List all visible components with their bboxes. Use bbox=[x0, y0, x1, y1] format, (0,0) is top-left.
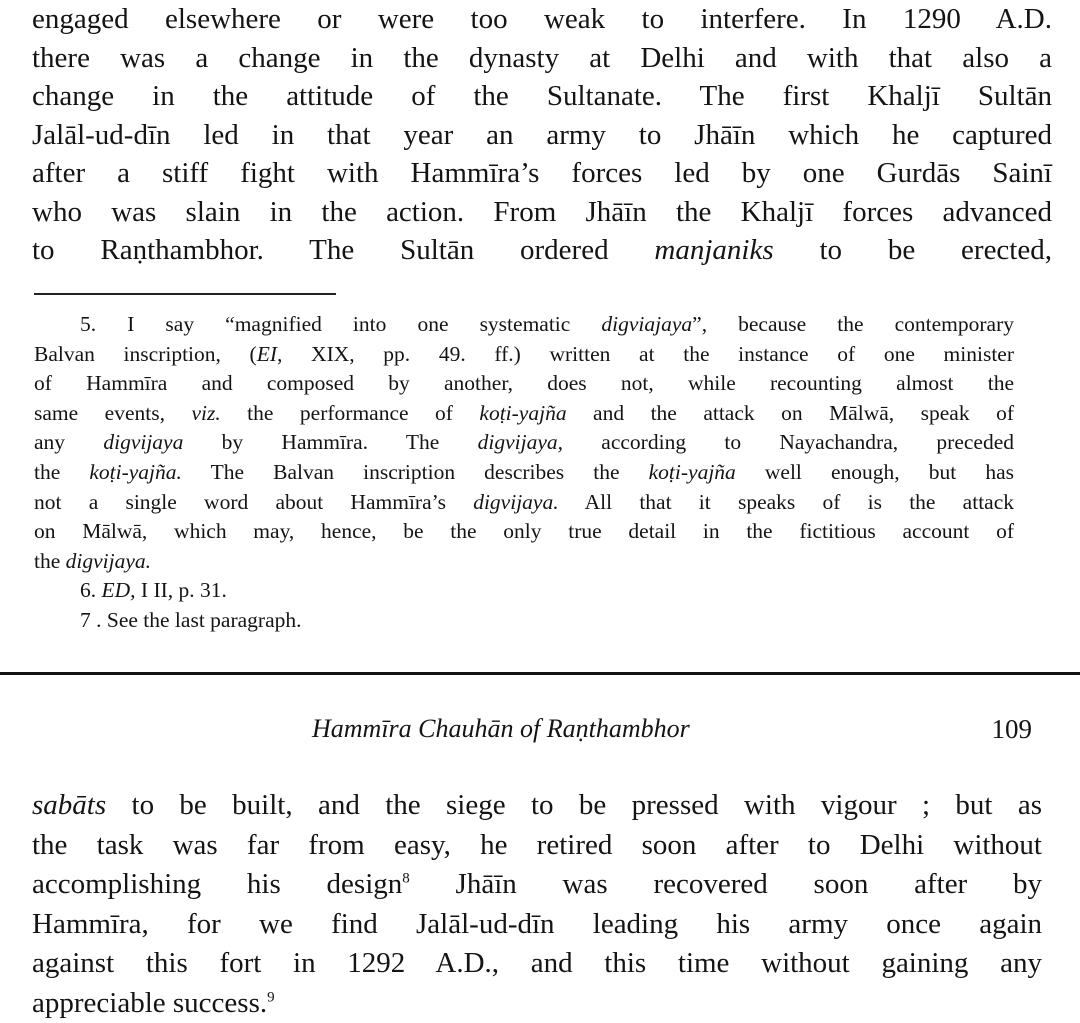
fn5-l7-i: digvijaya. bbox=[473, 490, 558, 514]
footnote-ref-8: 8 bbox=[402, 870, 410, 886]
fn5-l1-b: ”, because the contemporary bbox=[692, 312, 1014, 336]
fn5-l4-b: the performance of bbox=[221, 401, 480, 425]
footnote-5-line-1 bbox=[34, 310, 1014, 340]
footnote-5-line-4 bbox=[34, 399, 1014, 429]
bottom-line-1-rest: to be built, and the siege to be pressed with vigour ; but as bbox=[106, 789, 1042, 821]
footnote-6 bbox=[34, 576, 1014, 606]
page-number: 109 bbox=[992, 714, 1033, 744]
fn5-l4-i1: viz. bbox=[191, 401, 220, 425]
fn5-l6-i2: koṭi-yajña bbox=[649, 460, 736, 484]
page-divider bbox=[0, 672, 1080, 675]
fn5-l5-b: by Hammīra. The bbox=[183, 430, 477, 454]
fn5-l1-i: digviajaya bbox=[601, 312, 692, 336]
main-text-top bbox=[32, 0, 1052, 270]
fn5-l7-b: All that it speaks of is the attack bbox=[559, 490, 1014, 514]
bottom-line-6 bbox=[32, 984, 1042, 1023]
lower-page-fragment bbox=[0, 676, 1080, 1016]
footnote-5-line-6 bbox=[34, 458, 1014, 488]
body-line-7 bbox=[32, 231, 1052, 270]
bottom-line-1-italic: sabāts bbox=[32, 789, 106, 821]
fn5-l5-a: any bbox=[34, 430, 103, 454]
fn5-l4-i2: koṭi-yajña bbox=[479, 401, 566, 425]
fn5-l5-i2: digvijaya, bbox=[478, 430, 563, 454]
footnote-ref-9: 9 bbox=[267, 989, 275, 1005]
body-line-1: engaged elsewhere or were too weak to interfere. In 1290 A.D. bbox=[32, 0, 1052, 39]
bottom-line-4: Hammīra, for we find Jalāl-ud-dīn leading his army once again bbox=[32, 905, 1042, 945]
fn5-l9-i: digvijaya. bbox=[66, 549, 151, 573]
main-text-bottom bbox=[32, 786, 1042, 1023]
footnote-rule bbox=[34, 293, 336, 295]
footnote-6-line bbox=[34, 576, 1014, 606]
footnote-5-line-3: of Hammīra and composed by another, does not, while recounting almost the bbox=[34, 369, 1014, 399]
fn5-l6-b: The Balvan inscription describes the bbox=[182, 460, 649, 484]
fn5-l4-c: and the attack on Mālwā, speak of bbox=[567, 401, 1014, 425]
fn5-l7-a: not a single word about Hammīra’s bbox=[34, 490, 473, 514]
footnotes bbox=[34, 310, 1014, 636]
fn5-l5-c: according to Nayachandra, preceded bbox=[563, 430, 1014, 454]
bottom-line-3 bbox=[32, 865, 1042, 905]
body-line-3: change in the attitude of the Sultanate. The first Khaljī Sultān bbox=[32, 77, 1052, 116]
fn6-num: 6. bbox=[80, 578, 102, 602]
bottom-line-1 bbox=[32, 786, 1042, 826]
fn6-rest: I II, p. 31. bbox=[136, 578, 227, 602]
fn5-l4-a: same events, bbox=[34, 401, 191, 425]
body-line-5: after a stiff fight with Hammīra’s forces led by one Gurdās Sainī bbox=[32, 154, 1052, 193]
fn5-l5-i1: digvijaya bbox=[103, 430, 183, 454]
footnote-5 bbox=[34, 310, 1014, 576]
footnote-5-line-9 bbox=[34, 547, 1014, 577]
fn5-l6-i1: koṭi-yajña. bbox=[89, 460, 182, 484]
footnote-7-line: 7 . See the last paragraph. bbox=[34, 606, 1014, 636]
fn5-l2-b: , XIX, pp. 49. ff.) written at the instance of one minister bbox=[277, 342, 1014, 366]
body-line-7-b: to be erected, bbox=[774, 234, 1052, 266]
body-line-2: there was a change in the dynasty at Delhi and with that also a bbox=[32, 39, 1052, 78]
fn5-l6-a: the bbox=[34, 460, 89, 484]
fn5-l6-c: well enough, but has bbox=[736, 460, 1014, 484]
footnote-5-line-2 bbox=[34, 340, 1014, 370]
footnote-5-line-5 bbox=[34, 428, 1014, 458]
body-line-7-a: to Raṇthambhor. The Sultān ordered bbox=[32, 234, 654, 266]
bottom-line-3-b: Jhāīn was recovered soon after by bbox=[410, 868, 1042, 900]
running-title: Hammīra Chauhān of Raṇthambhor bbox=[312, 714, 690, 744]
bottom-line-5: against this fort in 1292 A.D., and this time without gaining any bbox=[32, 944, 1042, 984]
footnote-5-line-8: on Mālwā, which may, hence, be the only true detail in the fictitious account of bbox=[34, 517, 1014, 547]
bottom-line-6-a: appreciable success. bbox=[32, 987, 267, 1019]
fn5-l1-a: 5. I say “magnified into one systematic bbox=[80, 312, 601, 336]
bottom-line-3-a: accomplishing his design bbox=[32, 868, 402, 900]
fn5-l9-a: the bbox=[34, 549, 66, 573]
body-line-4: Jalāl-ud-dīn led in that year an army to Jhāīn which he captured bbox=[32, 116, 1052, 155]
fn5-l2-i: EI bbox=[257, 342, 277, 366]
fn6-italic: ED, bbox=[102, 578, 136, 602]
body-line-7-italic: manjaniks bbox=[654, 234, 773, 266]
footnote-7 bbox=[34, 606, 1014, 636]
footnote-5-line-7 bbox=[34, 488, 1014, 518]
bottom-line-2: the task was far from easy, he retired soon after to Delhi without bbox=[32, 826, 1042, 866]
fn5-l2-a: Balvan inscription, ( bbox=[34, 342, 257, 366]
body-line-6: who was slain in the action. From Jhāīn the Khaljī forces advanced bbox=[32, 193, 1052, 232]
